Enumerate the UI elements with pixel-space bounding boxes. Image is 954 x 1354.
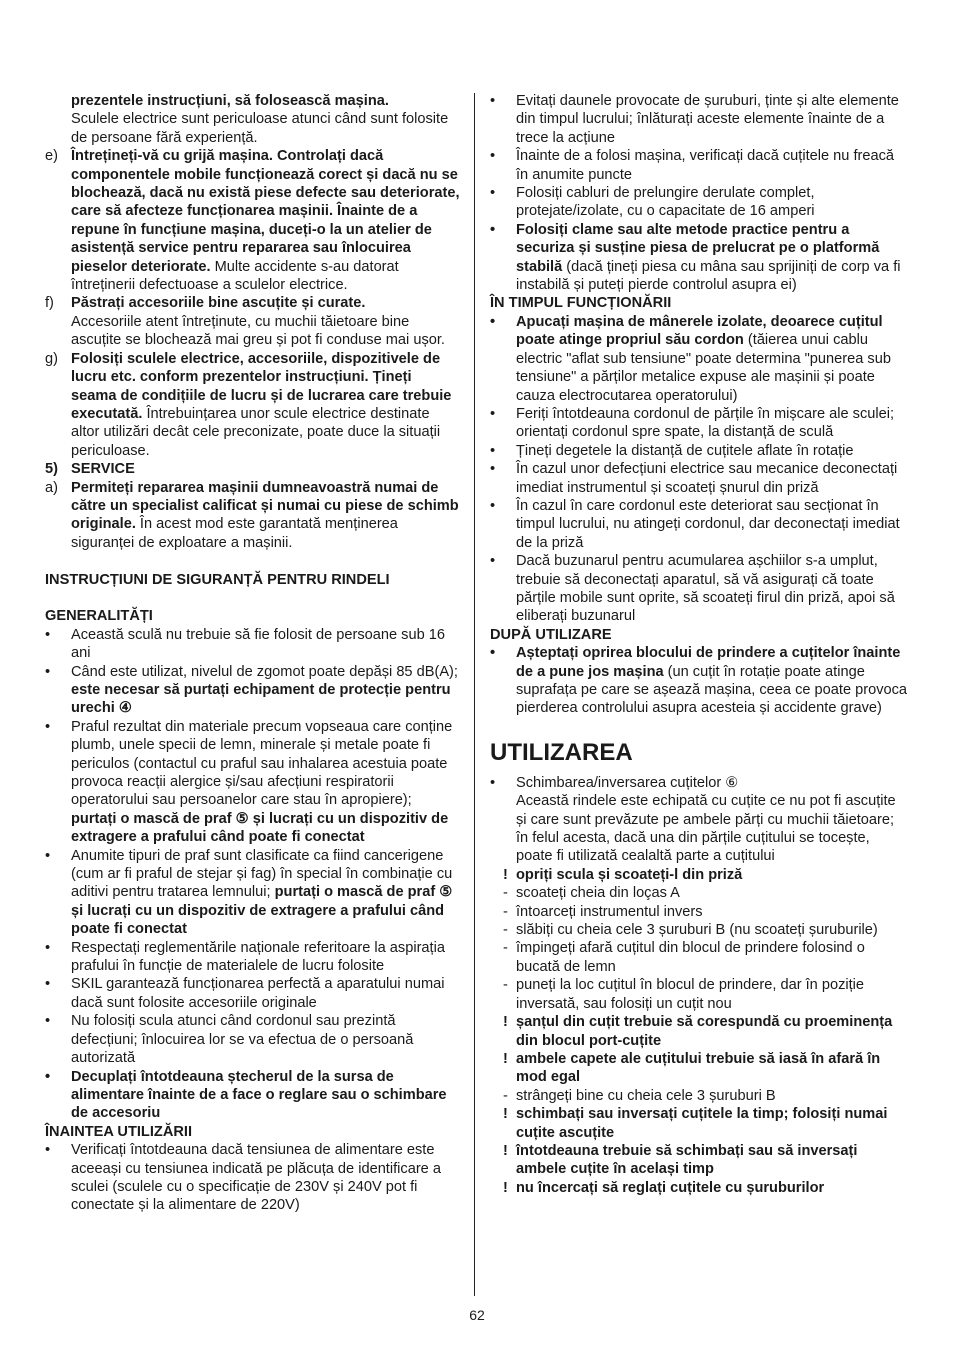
left-column [45, 92, 460, 1215]
bullet: • [490, 497, 496, 514]
list-item-text: Nu folosiți scula atunci când cordonul sau prezintă defecțiuni; înlocuirea lor se va efectua de o persoană autorizată [71, 1013, 414, 1067]
list-item [490, 92, 910, 147]
list-item-text: În cazul în care cordonul este deteriorat sau secționat în timpul lucrului, nu atingeți cordonul, dar deconectați imediat de la priză [516, 497, 900, 551]
bullet: • [490, 313, 496, 330]
step-text: strângeți bine cu cheia cele 3 șuruburi B [516, 1087, 776, 1104]
warning-text: nu încercați să reglați cuțitele cu șuruburilor [516, 1179, 825, 1196]
warning-item [490, 866, 910, 884]
list-item-bold: Apucați mașina de mânerele izolate, deoarece cuțitul poate atinge propriul său cordon [516, 313, 883, 349]
list-item-text: Dacă buzunarul pentru acumularea așchiilor s-a umplut, trebuie să deconectați aparatul, să vă asigurați că toate părțile mobile sunt oprite, să scoateți firul din priză, apoi să eliberați buzunarul [516, 553, 895, 625]
item-g-bold: Folosiți sculele electrice, accesoriile, dispozitivele de lucru etc. conform prezentelor instrucțiuni. Țineți seama de condițiile de lucru și de lucrarea care trebuie executată. [71, 350, 452, 422]
list-item [490, 497, 910, 552]
step-text: puneți la loc cuțitul în blocul de prindere, dar în poziție inversată, sau folosiți un cuțit nou [516, 977, 865, 1012]
warning-text: schimbați sau inversați cuțitele la timp; folosiți numai cuțite ascuțite [516, 1106, 888, 1141]
list-item [490, 460, 910, 497]
list-item-text: Țineți degetele la distanță de cuțitele aflate în rotație [516, 442, 854, 459]
warning-mark: ! [503, 1179, 508, 1196]
dash-mark: - [503, 977, 508, 994]
bullet: • [490, 774, 496, 791]
item-a-bold: Permiteți repararea mașinii dumneavoastră numai de către un specialist calificat și numai cu piese de schimb originale. [71, 479, 459, 533]
bullet: • [490, 405, 496, 422]
during-operation-heading: ÎN TIMPUL FUNCȚIONĂRII [490, 295, 672, 312]
general-heading: GENERALITĂȚI [45, 608, 153, 625]
item-marker: f) [45, 295, 54, 312]
list-item [45, 847, 460, 939]
list-item-text: Schimbarea/inversarea cuțitelor ⑥ [516, 774, 739, 791]
column-divider [474, 93, 475, 1296]
list-item [45, 718, 460, 847]
usage-section-title: UTILIZAREA [490, 738, 633, 766]
item-e [45, 147, 460, 294]
bullet: • [45, 847, 51, 864]
warning-item [490, 1179, 910, 1197]
list-item-text: Praful rezultat din materiale precum vopseaua care conține plumb, unele specii de lemn, minerale și metale poate fi periculos (contactul cu praful sau inhalarea acestuia poate provoca reacții alergice și/sau afecțiuni respiratorii operatorului sau persoanelor care stau în apropiere); [71, 718, 453, 809]
bullet: • [490, 645, 496, 662]
list-item-bold: Așteptați oprirea blocului de prindere a cuțitelor înainte de a pune jos mașina [516, 645, 901, 680]
step-item [490, 921, 910, 939]
warning-mark: ! [503, 1106, 508, 1123]
service-heading [45, 460, 460, 478]
item-f [45, 294, 460, 349]
bullet: • [490, 148, 496, 165]
warning-mark: ! [503, 1014, 508, 1031]
list-item [490, 644, 910, 718]
dash-mark: - [503, 903, 508, 920]
item-g-text: Întrebuințarea unor scule electrice destinate altor utilizări decât cele preconizate, poate duce la situații periculoase. [71, 405, 441, 459]
list-item-text: Feriți întotdeauna cordonul de părțile în mișcare ale sculei; orientați cordonul spre spate, la distanță de sculă [516, 405, 895, 441]
item-e-bold: Întrețineți-vă cu grijă mașina. Controlați dacă componentele mobile funcționează corect și dacă nu se blochează, dacă nu există piese defecte sau deteriorate, care să afecteze funcționarea mașinii. Înainte de a repune în funcțiune mașina, duceți-o la un atelier de asistență service pentru repararea sau înlocuirea pieselor deteriorate. [71, 148, 460, 275]
list-item-text: Verificați întotdeauna dacă tensiunea de alimentare este aceeași cu tensiunea indicată pe plăcuța de identificare a sculei (sculele cu o specificație de 230V și 240V pot fi conectate și la alimentare de 220V) [71, 1142, 441, 1214]
list-item-text: Când este utilizat, nivelul de zgomot poate depăși 85 dB(A); [71, 663, 458, 680]
warning-mark: ! [503, 866, 508, 883]
list-item-text: Folosiți cabluri de prelungire derulate complet, protejate/izolate, cu o capacitate de 16 amperi [516, 185, 815, 220]
bullet: • [490, 185, 496, 202]
bullet: • [490, 442, 496, 459]
step-item [490, 903, 910, 921]
step-item [490, 939, 910, 976]
list-item-bold: purtați o mască de praf ⑤ și lucrați cu un dispozitiv de extragere a prafului când poate fi conectat [71, 810, 449, 846]
list-item-text: Anumite tipuri de praf sunt clasificate ca fiind cancerigene (cum ar fi praful de stejar și fag) în special în combinație cu aditivi pentru tratarea lemnului; [71, 847, 453, 901]
list-item [490, 147, 910, 184]
bullet: • [490, 553, 496, 570]
intro-paragraph [45, 92, 460, 147]
warning-item [490, 1142, 910, 1179]
list-item [45, 626, 460, 663]
warning-text: întotdeauna trebuie să schimbați sau să inversați ambele cuțite în același timp [516, 1142, 858, 1178]
warning-text: șanțul din cuțit trebuie să corespundă cu proeminența din blocul port-cuțite [516, 1014, 893, 1049]
list-item [45, 1068, 460, 1123]
step-text: împingeți afară cuțitul din blocul de prindere folosind o bucată de lemn [516, 940, 865, 975]
safety-heading: INSTRUCȚIUNI DE SIGURANȚĂ PENTRU RINDELI [45, 571, 390, 588]
bullet: • [45, 626, 51, 643]
before-use-heading: ÎNAINTEA UTILIZĂRII [45, 1123, 193, 1140]
list-item [490, 552, 910, 626]
intro-text: Sculele electrice sunt periculoase atunci când sunt folosite de persoane fără experiență. [71, 111, 449, 146]
dash-mark: - [503, 1087, 508, 1104]
step-text: scoateți cheia din loças A [516, 885, 680, 902]
bullet: • [490, 461, 496, 478]
list-item-text: (dacă țineți piesa cu mâna sau sprijiniți de corp va fi instabilă și puteți pierde controlul asupra ei) [516, 258, 901, 294]
list-item [45, 663, 460, 718]
dash-mark: - [503, 940, 508, 957]
list-item-text: Respectați reglementările naționale referitoare la aspirația prafului în funcție de materialele de lucru folosite [71, 939, 445, 975]
warning-item [490, 1050, 910, 1087]
bullet: • [45, 939, 51, 956]
list-item-text: Această sculă nu trebuie să fie folosit de persoane sub 16 ani [71, 626, 446, 662]
after-use-heading: DUPĂ UTILIZARE [490, 626, 612, 643]
item-f-text: Accesoriile atent întreținute, cu muchii tăietoare bine ascuțite se blochează mai greu și pot fi conduse mai ușor. [71, 313, 445, 349]
bullet: • [490, 93, 496, 109]
list-item [490, 442, 910, 460]
warning-text: opriți scula și scoateți-l din priză [516, 866, 743, 883]
bullet: • [490, 221, 496, 238]
item-f-bold: Păstrați accesoriile bine ascuțite și curate. [71, 295, 366, 312]
list-item-text: SKIL garantează funcționarea perfectă a aparatului numai dacă sunt folosite accesoriile originale [71, 976, 445, 1011]
step-text: slăbiți cu cheia cele 3 șuruburi B (nu scoateți șuruburile) [516, 922, 878, 939]
dash-mark: - [503, 922, 508, 939]
step-item [490, 1087, 910, 1105]
step-item [490, 976, 910, 1013]
warning-mark: ! [503, 1142, 508, 1159]
item-marker: a) [45, 479, 58, 496]
list-item [490, 405, 910, 442]
bullet: • [45, 976, 51, 993]
list-item-text: (un cuțit în rotație poate atinge suprafața pe care se așează mașina, ceea ce poate provoca pierderea controlului asupra acesteia și accidente grave) [516, 663, 908, 717]
intro-bold: prezentele instrucțiuni, să folosească mașina. [71, 93, 389, 109]
list-item [490, 221, 910, 295]
item-marker: e) [45, 148, 58, 165]
list-item-bold: este necesar să purtați echipament de protecție pentru urechi ④ [71, 681, 451, 717]
warning-item [490, 1013, 910, 1050]
list-item [490, 774, 910, 866]
item-a [45, 479, 460, 553]
right-column [490, 92, 910, 1197]
list-item-text: Evitați daunele provocate de șuruburi, ținte și alte elemente din timpul lucrului; înlăturați aceste elemente înainte de a trece la acțiune [516, 93, 899, 146]
dash-mark: - [503, 885, 508, 902]
list-item-bold: Decuplați întotdeauna ștecherul de la sursa de alimentare înainte de a face o reglare sau o schimbare de accesoriu [71, 1068, 447, 1122]
list-item-bold: Folosiți clame sau alte metode practice pentru a securiza și susține piesa de prelucrat pe o platformă stabilă [516, 221, 880, 275]
list-item-text: În cazul unor defecțiuni electrice sau mecanice deconectați imediat instrumentul și scoateți șnurul din priză [516, 461, 898, 496]
item-marker: g) [45, 350, 58, 367]
bullet: • [45, 718, 51, 735]
warning-text: ambele capete ale cuțitului trebuie să iasă în afară în mod egal [516, 1050, 881, 1086]
step-item [490, 884, 910, 902]
bullet: • [45, 1068, 51, 1085]
list-item [490, 313, 910, 405]
list-item [45, 975, 460, 1012]
step-text: întoarceți instrumentul invers [516, 903, 703, 920]
list-item [45, 939, 460, 976]
bullet: • [45, 663, 51, 680]
warning-mark: ! [503, 1050, 508, 1067]
item-a-text: În acest mod este garantată menținerea siguranței de exploatare a mașinii. [71, 516, 398, 551]
item-g [45, 350, 460, 460]
section-number: 5) [45, 461, 58, 478]
list-item [490, 184, 910, 221]
list-item-text: Înainte de a folosi mașina, verificați dacă cuțitele nu freacă în anumite puncte [516, 148, 895, 183]
list-item [45, 1141, 460, 1215]
warning-item [490, 1105, 910, 1142]
bullet: • [45, 1013, 51, 1030]
item-e-text: Multe accidente s-au datorat întreținerii defectuoase a sculelor electrice. [71, 258, 399, 294]
list-item-text: (tăierea unui cablu electric "aflat sub tensiune" poate determina "punerea sub tensiune" a părților metalice expuse ale mașinii și poate cauza electrocutarea operatorului) [516, 332, 891, 404]
page-number: 62 [469, 1307, 485, 1323]
bullet: • [45, 1142, 51, 1159]
service-title: SERVICE [71, 461, 135, 478]
list-item-description: Această rindele este echipată cu cuțite ce nu pot fi ascuțite și care sunt prevăzute pe ambele părți cu muchii tăietoare; în felul acesta, dacă una din părțile cuțitului se tocește, poate fi utilizată cealaltă parte a cuțitului [516, 793, 896, 865]
list-item-bold: purtați o mască de praf ⑤ și lucrați cu un dispozitiv de extragere a prafului când poate fi conectat [71, 884, 453, 938]
list-item [45, 1012, 460, 1067]
